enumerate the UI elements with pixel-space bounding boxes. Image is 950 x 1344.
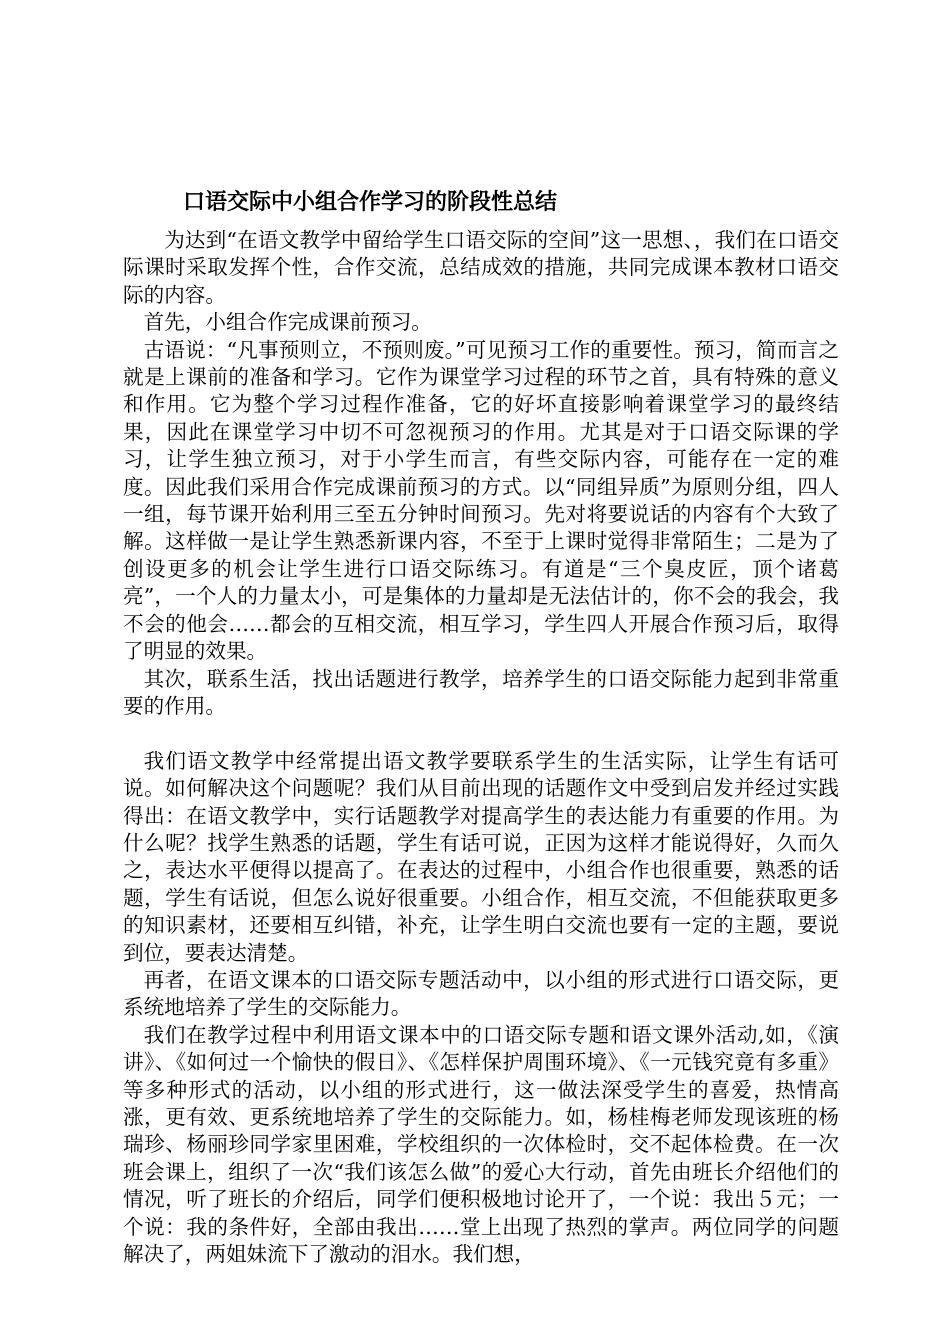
paragraph-topic-teaching: 我们语文教学中经常提出语文教学要联系学生的生活实际，让学生有话可说。如何解决这个问题呢？我们从目前出现的话题作文中受到启发并经过实践得出：在语文教学中，实行话题教学对提高学生的表达能力有重要的作用。为什么呢？找学生熟悉的话题，学生有话可说，正因为这样才能说得好，久而久之，表达水平便得以提高了。在表达的过程中，小组合作也很重要，熟悉的话题，学生有话说，但怎么说好很重要。小组合作，相互交流，不但能获取更多的知识素材，还要相互纠错，补充，让学生明白交流也要有一定的主题，要说到位，要表达清楚。 <box>123 748 839 965</box>
paragraph-intro: 为达到“在语文教学中留给学生口语交际的空间”这一思想、，我们在口语交际课时采取发挥个性，合作交流，总结成效的措施，共同完成课本教材口语交际的内容。 <box>123 228 839 307</box>
paragraph-third-point: 再者，在语文课本的口语交际专题活动中，以小组的形式进行口语交际，更系统地培养了学生的交际能力。 <box>123 967 839 1020</box>
paragraph-second-point: 其次，联系生活，找出话题进行教学，培养学生的口语交际能力起到非常重要的作用。 <box>123 666 839 718</box>
document-title: 口语交际中小组合作学习的阶段性总结 <box>183 190 558 215</box>
paragraph-first-point: 首先，小组合作完成课前预习。 <box>143 310 432 335</box>
paragraph-preview-detail: 古语说：“凡事预则立，不预则废。”可见预习工作的重要性。预习，简而言之就是上课前的准备和学习。它作为课堂学习过程的环节之首，具有特殊的意义和作用。它为整个学习过程作准备，它的好坏直接影响着课堂学习的最终结果，因此在课堂学习中切不可忽视预习的作用。尤其是对于口语交际课的学习，让学生独立预习，对于小学生而言，有些交际内容，可能存在一定的难度。因此我们采用合作完成课前预习的方式。以“同组异质”为原则分组，四人一组，每节课开始利用三至五分钟时间预习。先对将要说话的内容有个大致了解。这样做一是让学生熟悉新课内容，不至于上课时觉得非常陌生；二是为了创设更多的机会让学生进行口语交际练习。有道是“三个臭皮匠，顶个诸葛亮”，一个人的力量太小，可是集体的力量却是无法估计的，你不会的我会，我不会的他会……都会的互相交流，相互学习，学生四人开展合作预习后，取得了明显的效果。 <box>123 337 839 664</box>
document-body <box>123 227 839 1268</box>
paragraph-activities: 我们在教学过程中利用语文课本中的口语交际专题和语文课外活动,如，《演讲》、《如何过一个愉快的假日》、《怎样保护周围环境》、《一元钱究竟有多重》等多种形式的活动，以小组的形式进行，这一做法深受学生的喜爱，热情高涨，更有效、更系统地培养了学生的交际能力。如，杨桂梅老师发现该班的杨瑞珍、杨丽珍同学家里困难，学校组织的一次体检时，交不起体检费。在一次班会课上，组织了一次“我们该怎么做”的爱心大行动，首先由班长介绍他们的情况，听了班长的介绍后，同学们便积极地讨论开了，一个说：我出５元；一个说：我的条件好，全部由我出……堂上出现了热烈的掌声。两位同学的问题解决了，两姐妹流下了激动的泪水。我们想， <box>123 1022 839 1267</box>
